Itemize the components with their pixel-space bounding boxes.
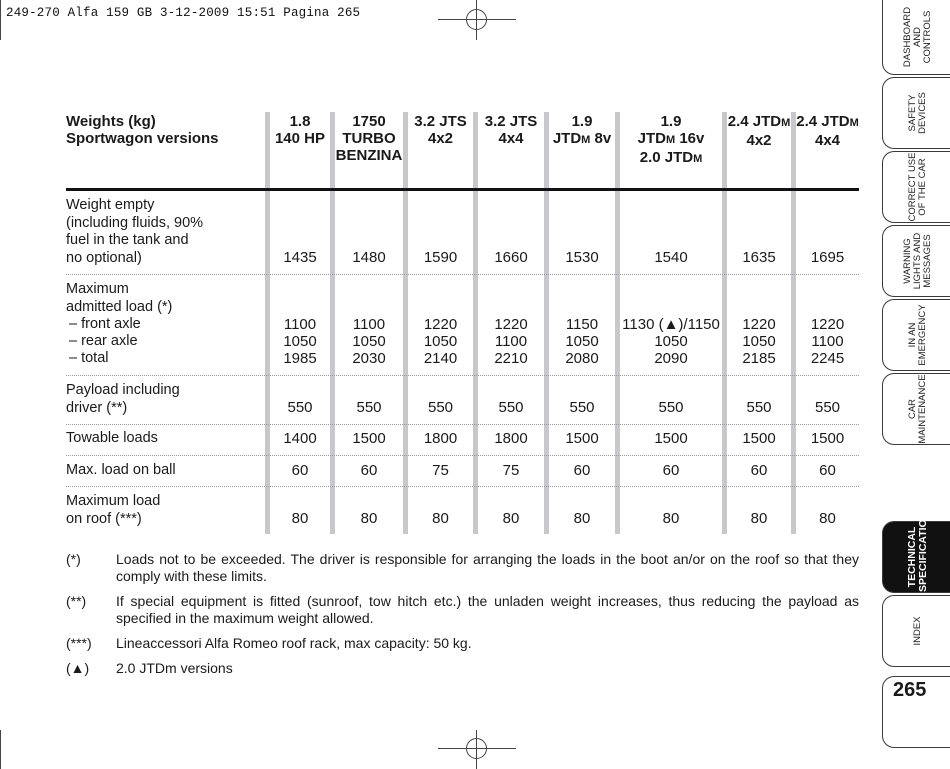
column-header-text: 3.2 JTS 4x4 <box>484 113 538 147</box>
table-cell: 1660 <box>494 249 528 266</box>
column-header-text: 2.4 JTDM 4x2 <box>727 113 791 149</box>
column-header-text: 1.9 JTDM 8v <box>552 113 612 147</box>
table-cell: 550 <box>746 399 772 416</box>
table-cell: 1050 <box>423 333 458 350</box>
table-cell: 1530 <box>565 249 599 266</box>
table-cell: 80 <box>432 510 449 527</box>
table-cell: 1220 <box>810 316 845 333</box>
table-cell: 60 <box>662 462 680 479</box>
table-cell: 550 <box>287 399 313 416</box>
tab-in-an-emergency[interactable]: IN AN EMERGENCY <box>882 299 950 371</box>
table-cell: 60 <box>573 462 591 479</box>
table-title-line2: Sportwagon versions <box>66 130 219 147</box>
table-cell: 1050 <box>654 333 688 350</box>
table-cell: 2090 <box>654 350 688 367</box>
table-cell: 1500 <box>810 430 845 447</box>
footnote-text: Loads not to be exceeded. The driver is responsible for arranging the loads in the boot an/or on the roof so that they comply with these limits. <box>116 551 859 584</box>
row-label-roof: Maximum load on roof (***) <box>66 493 161 527</box>
tab-car-maintenance[interactable]: CAR MAINTENANCE <box>882 373 950 445</box>
footnote <box>66 635 859 652</box>
table-cell: 1050 <box>283 333 317 350</box>
table-cell: 1050 <box>742 333 776 350</box>
row-label-payload: Payload including driver (**) <box>66 382 180 416</box>
row-label-front-axle: – front axle <box>69 316 141 332</box>
table-cell: 2080 <box>565 350 599 367</box>
print-header: 249-270 Alfa 159 GB 3-12-2009 15:51 Pagina 265 <box>6 6 361 20</box>
column-header <box>549 113 615 149</box>
column-header-text: 1750 TURBO BENZINA <box>335 113 403 164</box>
tab-warning-lights-and-messages[interactable]: WARNING LIGHTS AND MESSAGES <box>882 225 950 297</box>
table-cell: 1590 <box>423 249 458 266</box>
table-cell: 75 <box>432 462 449 479</box>
row-label-rear-axle: – rear axle <box>69 333 138 349</box>
tab-technical-specifications[interactable]: TECHNICAL SPECIFICATIONS <box>882 521 950 593</box>
table-cell: 1220 <box>423 316 458 333</box>
crop-mark-bottom <box>438 730 516 769</box>
row-label-towable: Towable loads <box>66 430 158 446</box>
table-cell: 1100 <box>494 333 528 350</box>
column-header <box>478 113 544 147</box>
table-cell: 2210 <box>494 350 528 367</box>
table-cell: 1220 <box>494 316 528 333</box>
table-cell: 1480 <box>352 249 386 266</box>
table-title-line1: Weights (kg) <box>66 113 156 130</box>
table-cell: 550 <box>658 399 684 416</box>
table-cell: 60 <box>819 462 836 479</box>
column-header-text: 1.8 140 HP <box>274 113 326 147</box>
table-cell: 80 <box>573 510 591 527</box>
table-cell: 1050 <box>565 333 599 350</box>
table-cell: 1500 <box>654 430 688 447</box>
table-cell: 550 <box>814 399 841 416</box>
table-cell: 80 <box>662 510 680 527</box>
header-rule <box>66 188 859 191</box>
table-cell: 1150 <box>565 316 599 333</box>
column-header-text: 1.9 JTDM 16v 2.0 JTDM <box>637 113 705 166</box>
footnote <box>66 593 859 627</box>
footnote <box>66 551 859 585</box>
table-cell: 1130 (▲)/1150 <box>622 316 720 333</box>
footnote-text: If special equipment is fitted (sunroof, tow hitch etc.) the unladen weight increases, thus reducing the payload as specified in the maximum weight allowed. <box>116 593 859 626</box>
row-divider <box>66 274 859 275</box>
table-cell: 80 <box>360 510 378 527</box>
column-header-text: 2.4 JTDM 4x4 <box>796 113 859 149</box>
table-cell: 550 <box>569 399 595 416</box>
table-cell: 80 <box>750 510 768 527</box>
row-label-total: – total <box>69 350 109 366</box>
table-cell: 1050 <box>352 333 386 350</box>
crop-mark-top <box>438 0 516 40</box>
tab-index[interactable]: INDEX <box>882 595 950 667</box>
table-cell: 1435 <box>283 249 317 266</box>
table-cell: 1100 <box>283 316 317 333</box>
footnote-mark: (***) <box>66 635 92 651</box>
table-cell: 1100 <box>352 316 386 333</box>
footnote-mark: (**) <box>66 593 87 609</box>
table-cell: 1800 <box>423 430 458 447</box>
tab-dashboard-and-controls[interactable]: DASHBOARD AND CONTROLS <box>882 0 950 75</box>
table-cell: 1985 <box>283 350 317 367</box>
crop-line-left-bottom <box>0 730 1 769</box>
table-cell: 2245 <box>810 350 845 367</box>
column-header-text: 3.2 JTS 4x2 <box>414 113 467 147</box>
table-title <box>66 113 219 147</box>
section-tabs <box>882 0 950 769</box>
row-divider <box>66 375 859 376</box>
column-header <box>796 113 859 149</box>
table-cell: 2140 <box>423 350 458 367</box>
column-header <box>727 113 791 149</box>
footnote-text: 2.0 JTDm versions <box>116 660 233 676</box>
table-cell: 80 <box>502 510 520 527</box>
page-number-box <box>882 676 950 748</box>
footnote <box>66 660 859 677</box>
footnotes <box>66 551 859 685</box>
table-cell: 1540 <box>654 249 688 266</box>
column-header <box>270 113 330 147</box>
footnote-text: Lineaccessori Alfa Romeo roof rack, max capacity: 50 kg. <box>116 635 472 651</box>
table-cell: 1100 <box>811 333 844 350</box>
table-cell: 1800 <box>494 430 528 447</box>
crop-line-left-top <box>0 0 1 40</box>
table-cell: 2030 <box>352 350 386 367</box>
table-cell: 80 <box>291 510 309 527</box>
row-label-ball: Max. load on ball <box>66 462 176 478</box>
row-divider <box>66 455 859 456</box>
table-cell: 1500 <box>742 430 776 447</box>
footnote-mark: (*) <box>66 551 81 567</box>
page-number: 265 <box>893 679 927 701</box>
tab-correct-use-of-the-car[interactable]: CORRECT USE OF THE CAR <box>882 151 950 223</box>
tab-safety-devices[interactable]: SAFETY DEVICES <box>882 77 950 149</box>
table-cell: 60 <box>750 462 768 479</box>
table-cell: 1500 <box>565 430 599 447</box>
column-header <box>408 113 473 147</box>
table-cell: 1695 <box>810 249 845 266</box>
table-cell: 550 <box>356 399 382 416</box>
table-cell: 80 <box>819 510 836 527</box>
row-label-max-load: Maximum admitted load (*) <box>66 281 173 315</box>
footnote-mark: (▲) <box>66 660 90 676</box>
table-cell: 75 <box>502 462 520 479</box>
row-divider <box>66 486 859 487</box>
table-cell: 550 <box>427 399 454 416</box>
table-cell: 60 <box>360 462 378 479</box>
column-header <box>335 113 403 164</box>
column-header <box>620 113 722 168</box>
table-cell: 1500 <box>352 430 386 447</box>
table-cell: 550 <box>498 399 524 416</box>
table-cell: 1400 <box>283 430 317 447</box>
row-label-weight-empty: Weight empty (including fluids, 90% fuel in the tank and no optional) <box>66 197 204 266</box>
table-cell: 1220 <box>742 316 776 333</box>
row-divider <box>66 424 859 425</box>
table-cell: 2185 <box>742 350 776 367</box>
table-cell: 1635 <box>742 249 776 266</box>
table-cell: 60 <box>291 462 309 479</box>
